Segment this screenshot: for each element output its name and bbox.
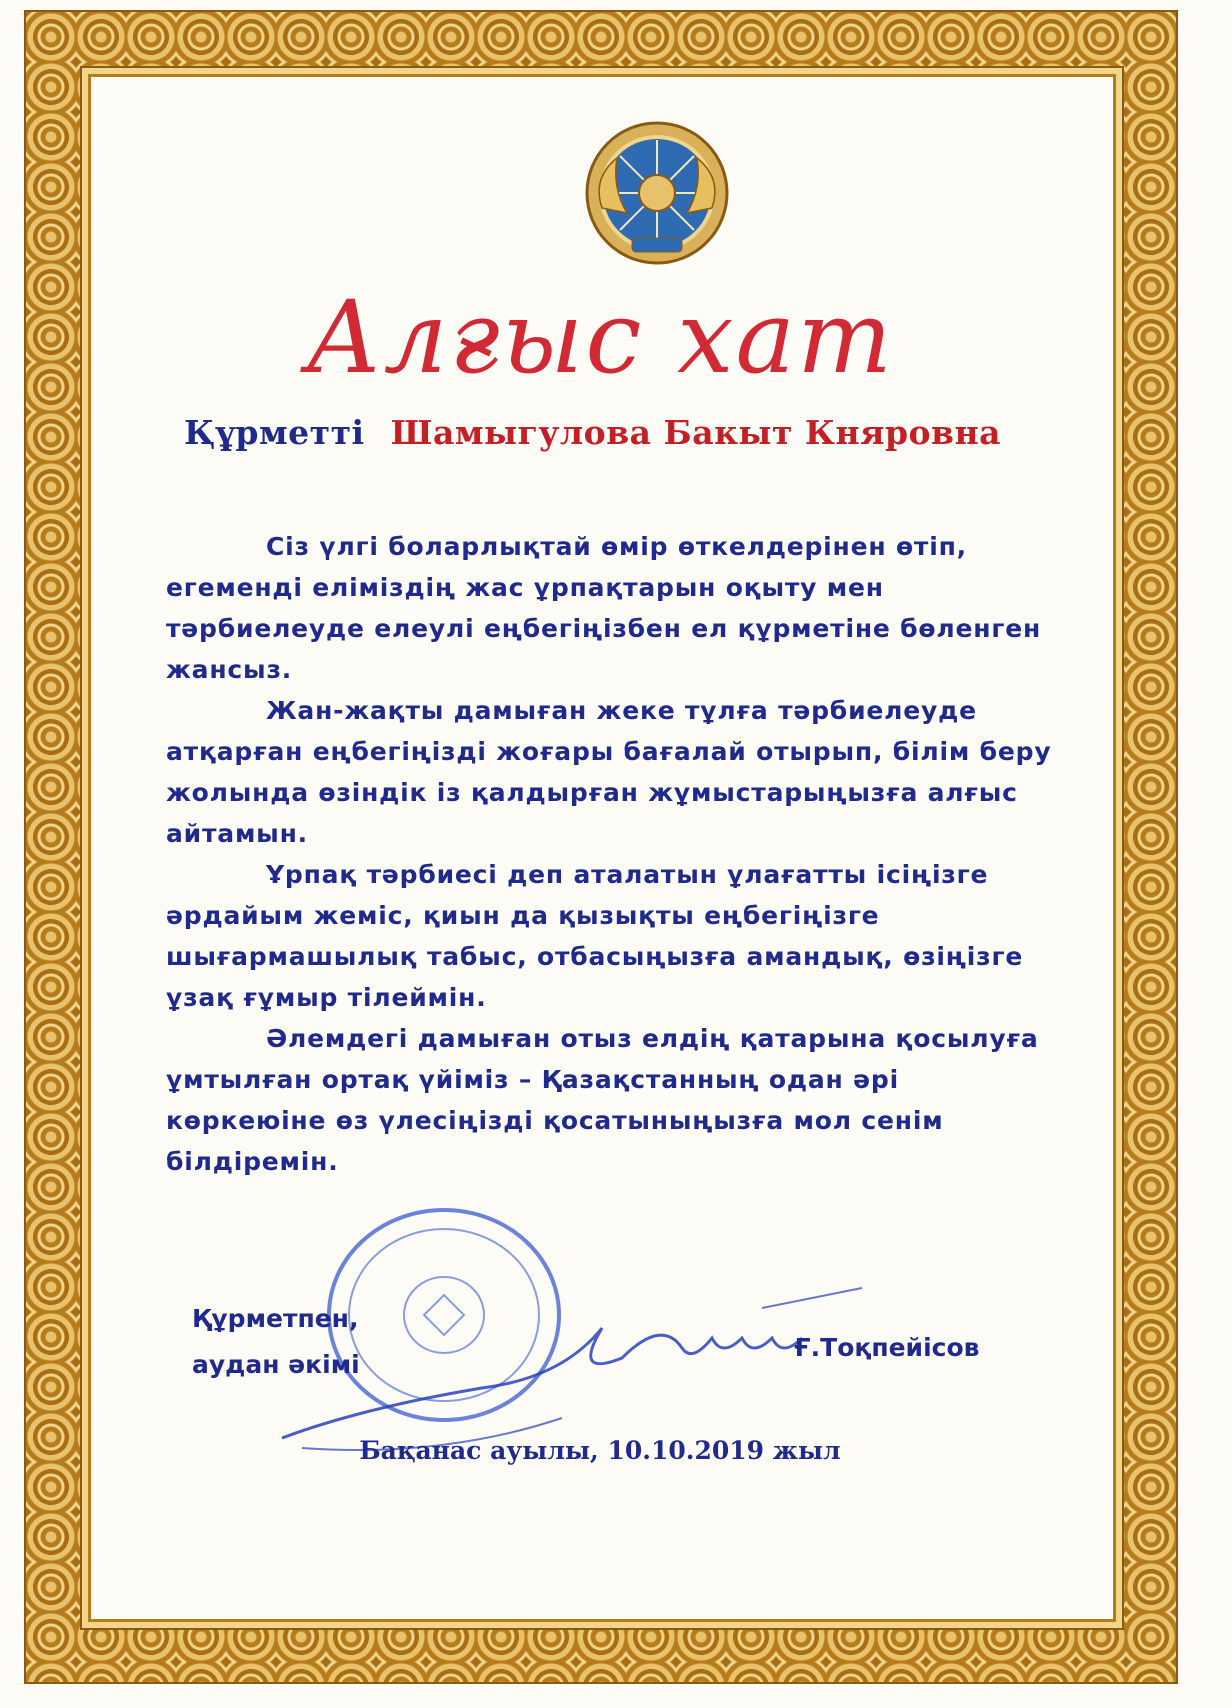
place-date: Бақанас ауылы, 10.10.2019 жыл: [359, 1436, 841, 1465]
certificate-content: [92, 78, 1108, 1616]
salutation: [184, 413, 1001, 452]
paragraph: Сіз үлгі боларлықтай өмір өткелдерінен өтіп, егеменді еліміздің жас ұрпақтарын оқыту мен тәрбиелеуде елеулі еңбегіңізбен ел құрметіне бөленген жансыз.: [166, 532, 1042, 684]
paragraph: Әлемдегі дамыған отыз елдің қатарына қосылуға ұмтылған ортақ үйіміз – Қазақстанның одан әрі көркеюіне өз үлесіңізді қосатыныңызға мол сенім білдіремін.: [166, 1024, 1039, 1176]
recipient-name: Шамыгулова Бакыт Княровна: [390, 413, 1002, 452]
paragraph: Ұрпақ тәрбиесі деп аталатын ұлағатты ісіңізге әрдайым жеміс, қиын да қызықты еңбегіңізге шығармашылық табыс, отбасыңызға амандық, өзіңізге ұзақ ғұмыр тілеймін.: [166, 860, 1024, 1012]
paragraph: Жан-жақты дамыған жеке тұлға тәрбиелеуде атқарған еңбегіңізді жоғары бағалай отырып, білім беру жолында өзіндік із қалдырған жұмыстарыңызға алғыс айтамын.: [166, 696, 1052, 848]
letter-body: [166, 526, 1066, 1182]
closing: [192, 1296, 360, 1388]
closing-line-2: аудан әкімі: [192, 1350, 360, 1379]
signer-name: Ғ.Тоқпейісов: [794, 1333, 980, 1362]
closing-line-1: Құрметпен,: [192, 1304, 359, 1333]
salutation-lead: Құрметті: [184, 413, 365, 452]
state-emblem-icon: [582, 118, 732, 268]
certificate-title: Алғыс хат: [305, 279, 895, 396]
